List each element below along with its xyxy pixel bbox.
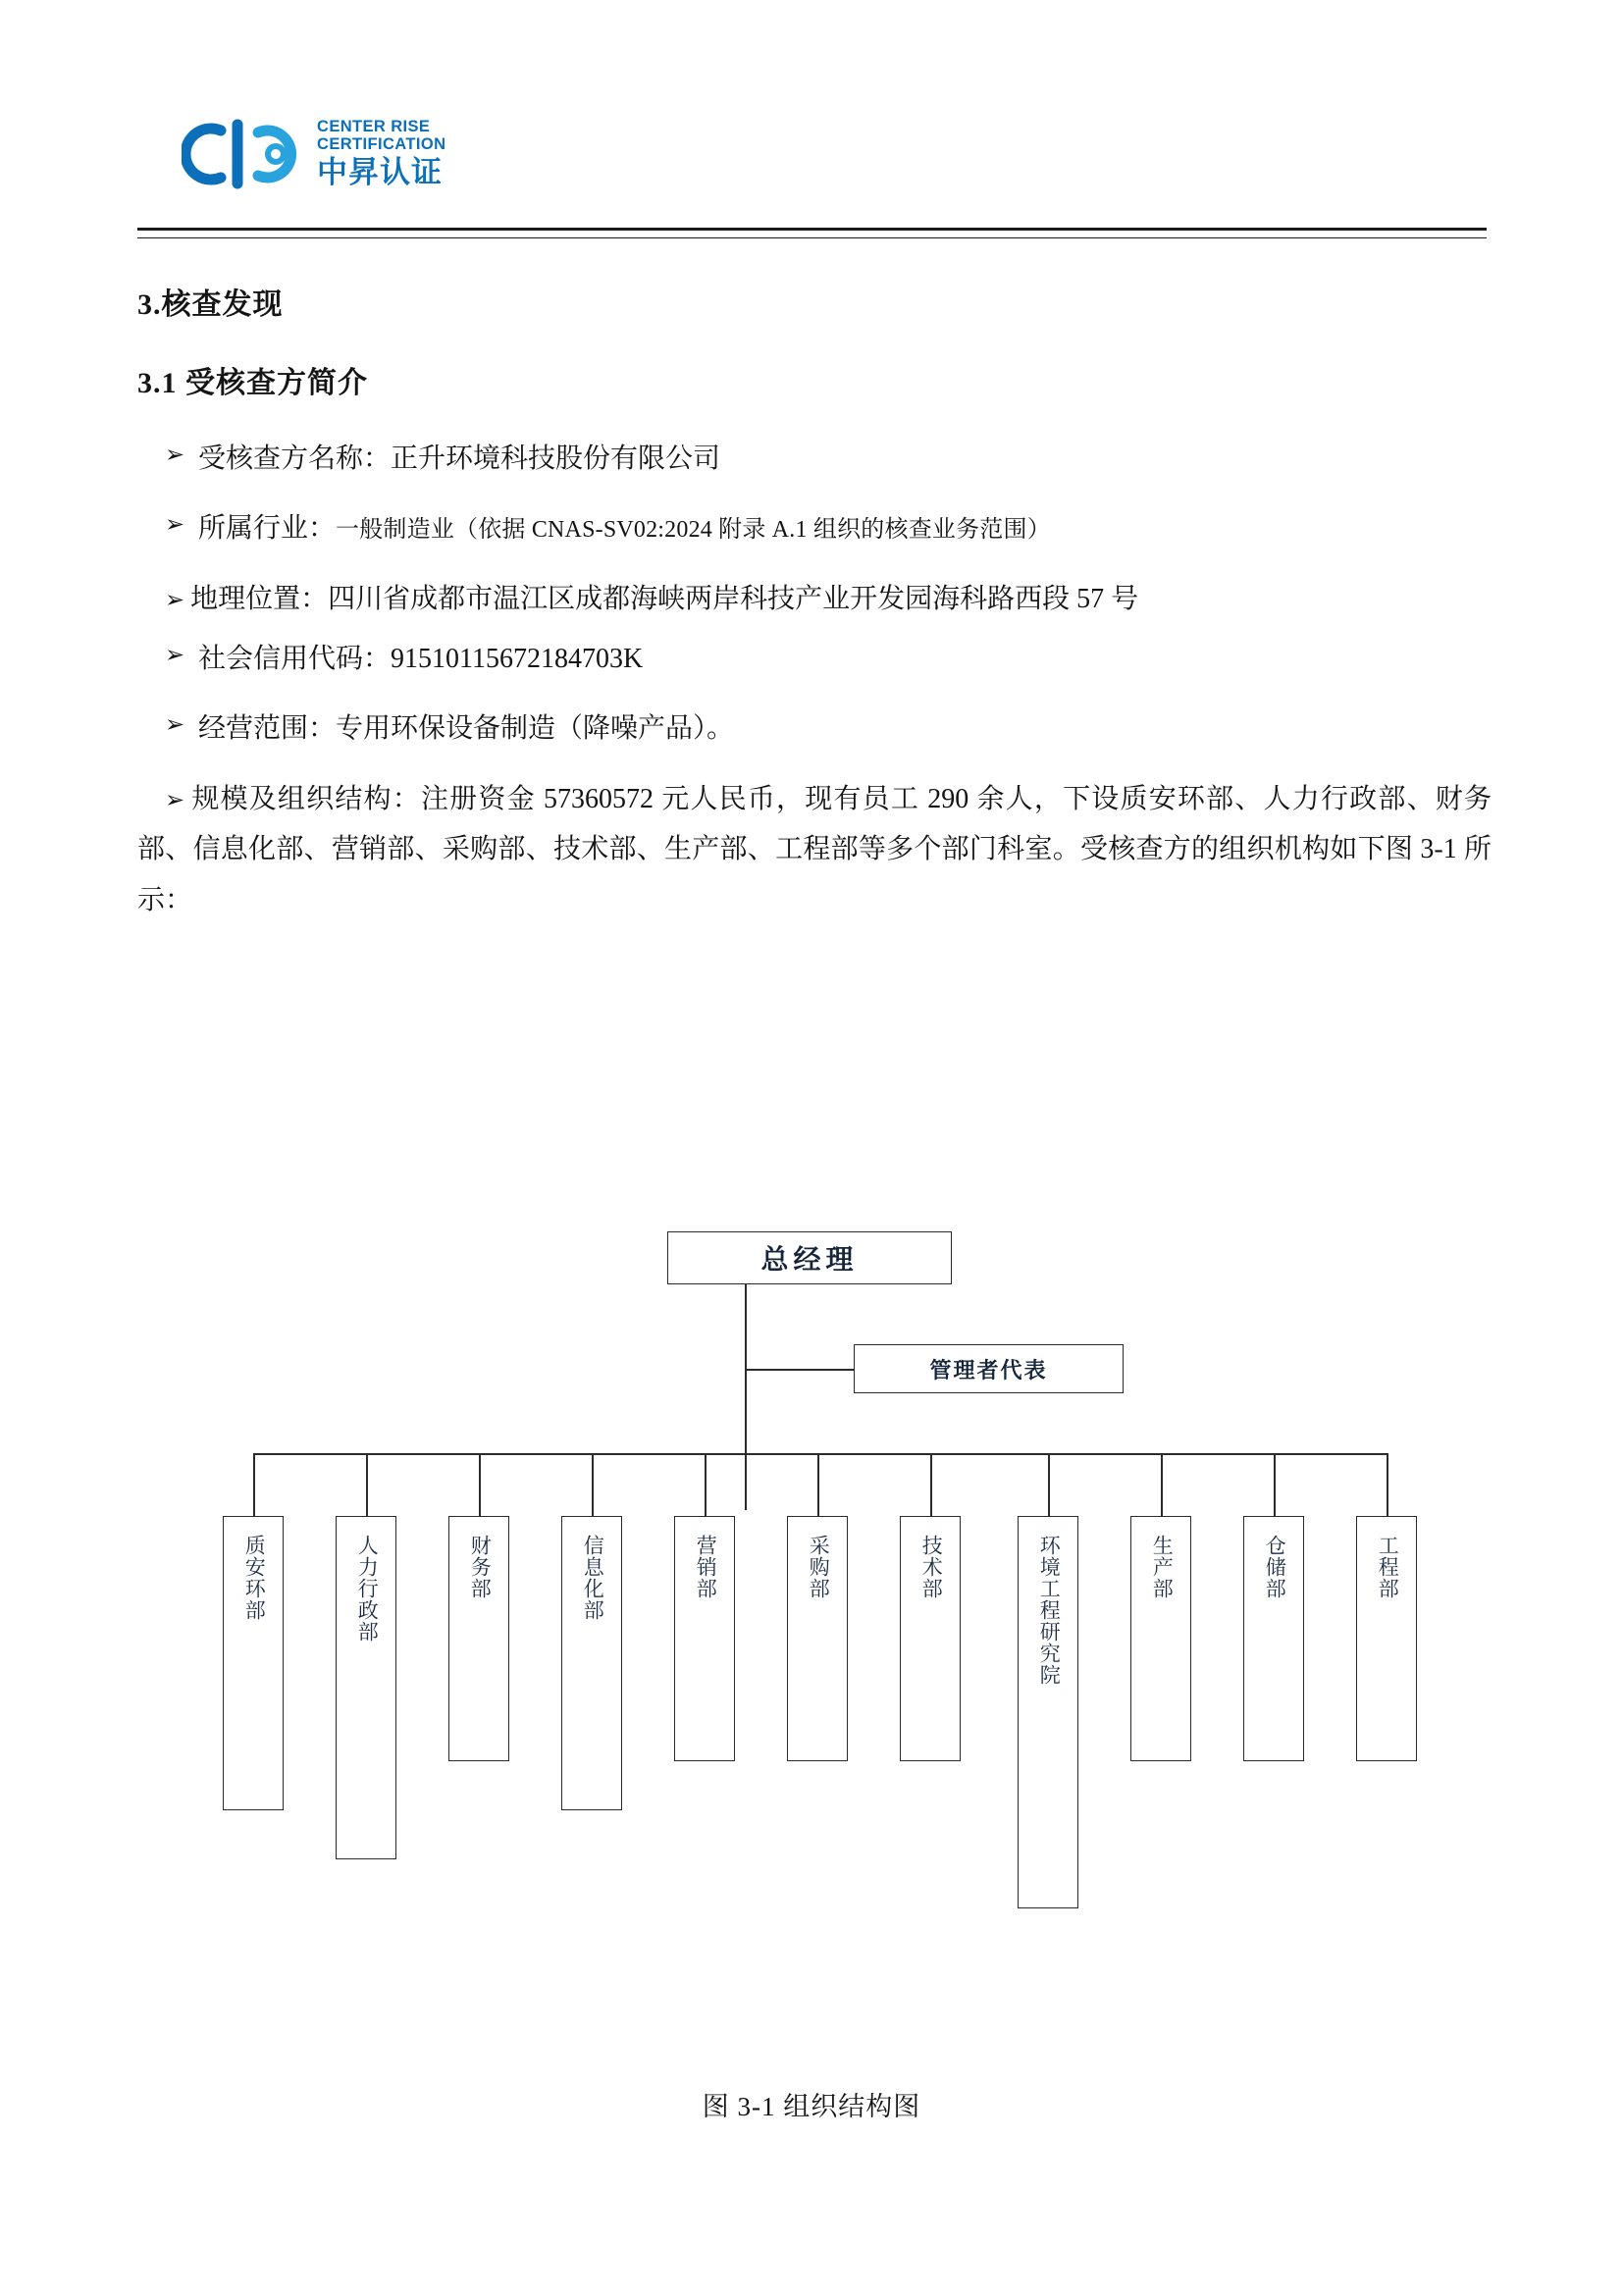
figure-caption: 图 3-1 组织结构图 xyxy=(702,2092,921,2121)
dept-label-0: 质安环部 xyxy=(242,1535,266,1621)
connector-horizontal-bus xyxy=(253,1453,1387,1455)
org-node-top: 总经理 xyxy=(667,1231,952,1284)
org-node-department xyxy=(1243,1516,1304,1761)
list-item xyxy=(137,704,1492,755)
connector-dept-4 xyxy=(705,1453,707,1516)
connector-dept-3 xyxy=(592,1453,594,1516)
arrow-bullet-icon: ➢ xyxy=(165,443,185,468)
dept-label-9: 仓储部 xyxy=(1263,1535,1286,1599)
connector-dept-10 xyxy=(1387,1453,1388,1516)
list-item xyxy=(137,435,1492,485)
org-node-department xyxy=(448,1516,509,1761)
list-item xyxy=(137,574,1492,625)
company-logo xyxy=(182,118,445,190)
dept-label-5: 采购部 xyxy=(807,1535,830,1599)
org-node-department xyxy=(336,1516,396,1859)
list-item-value: 专用环保设备制造（降噪产品）。 xyxy=(336,712,735,744)
list-item-value: 一般制造业（依据 CNAS-SV02:2024 附录 A.1 组织的核查业务范围） xyxy=(336,516,1051,543)
org-node-department xyxy=(561,1516,622,1810)
list-item-value: 正升环境科技股份有限公司 xyxy=(391,444,721,474)
arrow-bullet-icon: ➢ xyxy=(165,642,185,668)
page-header xyxy=(137,118,1487,245)
document-body xyxy=(137,280,1492,936)
list-item-label: 经营范围： xyxy=(198,712,337,744)
list-item-value: 注册资金 57360572 元人民币，现有员工 290 余人，下设质安环部、人力行政部、财务部、信息化部、营销部、采购部、技术部、生产部、工程部等多个部门科室。受核查方的组织机构如下图 3-1 所示： xyxy=(137,783,1492,916)
connector-dept-1 xyxy=(366,1453,368,1516)
org-node-department xyxy=(900,1516,961,1761)
list-item-value: 91510115672184703K xyxy=(391,643,644,674)
section-subtitle: 3.1 受核查方简介 xyxy=(137,367,368,399)
list-item-label: 所属行业： xyxy=(198,512,337,544)
dept-label-1: 人力行政部 xyxy=(355,1535,379,1643)
org-node-department xyxy=(1356,1516,1417,1761)
dept-label-10: 工程部 xyxy=(1376,1535,1399,1599)
arrow-bullet-icon: ➢ xyxy=(165,511,185,538)
org-chart xyxy=(137,1231,1492,2065)
header-divider xyxy=(137,228,1487,238)
crc-logo-icon xyxy=(182,119,307,189)
list-item-label: 社会信用代码： xyxy=(198,643,392,674)
dept-label-6: 技术部 xyxy=(919,1535,943,1599)
list-item xyxy=(137,504,1492,554)
org-node-department xyxy=(674,1516,735,1761)
dept-label-4: 营销部 xyxy=(694,1535,717,1599)
list-item xyxy=(137,635,1492,685)
logo-line1: CENTER RISE xyxy=(317,118,431,135)
arrow-bullet-icon: ➢ xyxy=(165,711,185,738)
dept-label-7: 环境工程研究院 xyxy=(1037,1535,1061,1686)
list-item-value: 四川省成都市温江区成都海峡两岸科技产业开发园海科路西段 57 号 xyxy=(328,583,1139,614)
connector-dept-2 xyxy=(479,1453,481,1516)
list-item xyxy=(137,774,1492,926)
dept-label-8: 生产部 xyxy=(1150,1535,1174,1599)
dept-label-2: 财务部 xyxy=(468,1535,492,1599)
connector-dept-6 xyxy=(930,1453,932,1516)
connector-dept-9 xyxy=(1274,1453,1276,1516)
logo-text xyxy=(317,118,445,190)
logo-cn: 中昇认证 xyxy=(317,154,443,189)
arrow-bullet-icon: ➢ xyxy=(165,787,185,813)
connector-dept-7 xyxy=(1048,1453,1050,1516)
list-item-label: 地理位置： xyxy=(190,583,329,614)
org-node-representative: 管理者代表 xyxy=(854,1344,1124,1393)
list-item-label: 受核查方名称： xyxy=(198,444,392,474)
dept-label-3: 信息化部 xyxy=(581,1535,604,1621)
page-title: 3.核查发现 xyxy=(137,288,284,321)
org-node-department xyxy=(223,1516,284,1810)
connector-vertical-main xyxy=(745,1284,747,1510)
connector-to-representative xyxy=(745,1369,854,1371)
connector-dept-0 xyxy=(253,1453,255,1516)
org-node-department xyxy=(1130,1516,1191,1761)
connector-dept-8 xyxy=(1161,1453,1163,1516)
connector-dept-5 xyxy=(817,1453,819,1516)
arrow-bullet-icon: ➢ xyxy=(165,587,185,613)
logo-line2: CERTIFICATION xyxy=(317,135,446,154)
org-node-department xyxy=(1018,1516,1078,1908)
org-node-department xyxy=(787,1516,848,1761)
list-item-label: 规模及组织结构： xyxy=(190,783,421,814)
